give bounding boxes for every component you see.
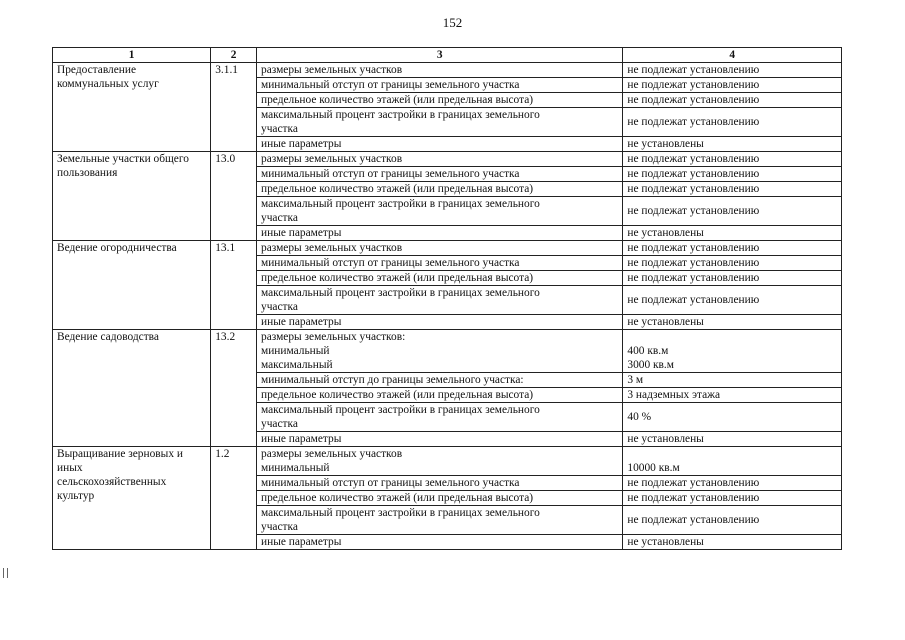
land-use-code-cell: 3.1.1 bbox=[211, 63, 257, 152]
value-cell bbox=[623, 506, 842, 535]
parameter-cell bbox=[257, 93, 623, 108]
value-cell bbox=[623, 432, 842, 447]
parameter-text: иные параметры bbox=[261, 316, 342, 328]
parameter-text: иные параметры bbox=[261, 227, 342, 239]
value-text: не подлежат установлению bbox=[627, 272, 760, 284]
parameter-cell bbox=[257, 373, 623, 388]
margin-mark bbox=[3, 568, 8, 578]
parameter-cell bbox=[257, 403, 623, 432]
value-text: не установлены bbox=[627, 138, 704, 150]
column-header-4: 4 bbox=[623, 48, 842, 63]
parameter-text: минимальный отступ от границы земельного участка bbox=[261, 477, 520, 489]
parameter-text: максимальный процент застройки в границах земельного bbox=[261, 507, 540, 519]
value-text: не установлены bbox=[627, 227, 704, 239]
value-cell bbox=[623, 241, 842, 256]
land-use-name-line: культур bbox=[57, 490, 95, 502]
table-header-row bbox=[53, 48, 842, 63]
parameter-cell bbox=[257, 78, 623, 93]
value-text: не подлежат установлению bbox=[627, 116, 760, 128]
value-text: не подлежат установлению bbox=[627, 514, 760, 526]
land-use-name: Ведение огородничества bbox=[57, 242, 177, 254]
value-cell bbox=[623, 491, 842, 506]
parameter-text: размеры земельных участков bbox=[261, 242, 403, 254]
value-text: не установлены bbox=[627, 316, 704, 328]
parameter-cell bbox=[257, 315, 623, 330]
parameter-text: минимальный отступ от границы земельного участка bbox=[261, 168, 520, 180]
value-text: 3 м bbox=[627, 374, 644, 386]
parameter-cell bbox=[257, 256, 623, 271]
parameter-cell bbox=[257, 330, 623, 373]
value-cell bbox=[623, 388, 842, 403]
column-header-3: 3 bbox=[257, 48, 623, 63]
page-number: 152 bbox=[442, 15, 463, 30]
value-text: не подлежат установлению bbox=[627, 242, 760, 254]
value-text: 400 кв.м bbox=[627, 345, 669, 357]
parameter-cell bbox=[257, 286, 623, 315]
parameter-text: размеры земельных участков bbox=[261, 153, 403, 165]
parameter-text: максимальный процент застройки в границах земельного bbox=[261, 109, 540, 121]
parameter-text: максимальный процент застройки в границах земельного bbox=[261, 404, 540, 416]
parameter-cell bbox=[257, 506, 623, 535]
value-text: 3 надземных этажа bbox=[627, 389, 721, 401]
parameter-cell bbox=[257, 108, 623, 137]
parameter-text: участка bbox=[261, 123, 298, 135]
land-use-name: Земельные участки общего пользования bbox=[57, 153, 189, 179]
land-use-name: Предоставление коммунальных услуг bbox=[57, 64, 159, 90]
land-use-parameters-table bbox=[52, 47, 842, 550]
land-use-name-cell bbox=[53, 63, 211, 152]
value-cell bbox=[623, 137, 842, 152]
table-row bbox=[53, 330, 842, 373]
parameter-cell bbox=[257, 535, 623, 550]
value-cell bbox=[623, 152, 842, 167]
parameter-cell bbox=[257, 241, 623, 256]
value-cell bbox=[623, 78, 842, 93]
parameter-cell bbox=[257, 137, 623, 152]
land-use-name: Ведение садоводства bbox=[57, 331, 159, 343]
parameter-cell bbox=[257, 432, 623, 447]
value-text: не подлежат установлению bbox=[627, 492, 760, 504]
value-cell bbox=[623, 476, 842, 491]
parameter-text: иные параметры bbox=[261, 433, 342, 445]
value-cell bbox=[623, 167, 842, 182]
parameter-text: минимальный отступ от границы земельного участка bbox=[261, 79, 520, 91]
table-row bbox=[53, 241, 842, 256]
parameter-text: размеры земельных участков: bbox=[261, 331, 406, 343]
value-text: не подлежат установлению bbox=[627, 477, 760, 489]
land-use-name-cell bbox=[53, 330, 211, 447]
parameter-cell bbox=[257, 476, 623, 491]
value-text: не установлены bbox=[627, 536, 704, 548]
parameter-text: максимальный процент застройки в границах земельного bbox=[261, 287, 540, 299]
parameter-text: предельное количество этажей (или предельная высота) bbox=[261, 389, 534, 401]
land-use-name-cell bbox=[53, 152, 211, 241]
value-text: не подлежат установлению bbox=[627, 94, 760, 106]
value-cell bbox=[623, 315, 842, 330]
parameter-cell bbox=[257, 271, 623, 286]
value-cell bbox=[623, 108, 842, 137]
value-cell bbox=[623, 271, 842, 286]
parameter-text: предельное количество этажей (или предельная высота) bbox=[261, 272, 534, 284]
value-text: не подлежат установлению bbox=[627, 168, 760, 180]
parameter-text: размеры земельных участков bbox=[261, 448, 403, 460]
value-cell bbox=[623, 93, 842, 108]
parameter-cell bbox=[257, 226, 623, 241]
land-use-name-line: иных bbox=[57, 462, 83, 474]
parameter-text: минимальный bbox=[261, 462, 330, 474]
value-cell bbox=[623, 256, 842, 271]
value-spacer bbox=[627, 447, 837, 461]
table-row bbox=[53, 447, 842, 476]
land-use-code-cell: 1.2 bbox=[211, 447, 257, 550]
land-use-name-cell bbox=[53, 241, 211, 330]
value-cell bbox=[623, 182, 842, 197]
value-text: не подлежат установлению bbox=[627, 294, 760, 306]
value-text: 40 % bbox=[627, 411, 652, 423]
land-use-code-cell: 13.2 bbox=[211, 330, 257, 447]
column-header-2: 2 bbox=[211, 48, 257, 63]
table-row bbox=[53, 63, 842, 78]
parameter-text: предельное количество этажей (или предельная высота) bbox=[261, 94, 534, 106]
parameter-text: иные параметры bbox=[261, 536, 342, 548]
parameter-cell bbox=[257, 152, 623, 167]
land-use-code-cell: 13.0 bbox=[211, 152, 257, 241]
parameter-cell bbox=[257, 388, 623, 403]
parameter-text: минимальный отступ до границы земельного участка: bbox=[261, 374, 524, 386]
value-cell bbox=[623, 403, 842, 432]
parameter-cell bbox=[257, 167, 623, 182]
parameter-text: максимальный bbox=[261, 359, 333, 371]
land-use-name-line: сельскохозяйственных bbox=[57, 476, 167, 488]
value-text: 3000 кв.м bbox=[627, 359, 674, 371]
parameter-cell bbox=[257, 182, 623, 197]
parameter-text: минимальный отступ от границы земельного участка bbox=[261, 257, 520, 269]
value-cell bbox=[623, 63, 842, 78]
parameter-text: предельное количество этажей (или предельная высота) bbox=[261, 492, 534, 504]
parameter-text: минимальный bbox=[261, 345, 330, 357]
value-cell bbox=[623, 286, 842, 315]
value-cell bbox=[623, 226, 842, 241]
parameter-text: размеры земельных участков bbox=[261, 64, 403, 76]
value-cell bbox=[623, 535, 842, 550]
land-use-name-line: Выращивание зерновых и bbox=[57, 448, 183, 460]
parameter-text: участка bbox=[261, 418, 298, 430]
value-text: не подлежат установлению bbox=[627, 64, 760, 76]
value-text: не подлежат установлению bbox=[627, 153, 760, 165]
column-header-1: 1 bbox=[53, 48, 211, 63]
table-row bbox=[53, 152, 842, 167]
value-text: не подлежат установлению bbox=[627, 79, 760, 91]
parameter-text: иные параметры bbox=[261, 138, 342, 150]
value-text: не установлены bbox=[627, 433, 704, 445]
value-spacer bbox=[627, 330, 837, 344]
land-use-code-cell: 13.1 bbox=[211, 241, 257, 330]
parameter-cell bbox=[257, 63, 623, 78]
value-text: 10000 кв.м bbox=[627, 462, 680, 474]
parameter-cell bbox=[257, 447, 623, 476]
parameter-text: предельное количество этажей (или предельная высота) bbox=[261, 183, 534, 195]
value-text: не подлежат установлению bbox=[627, 205, 760, 217]
value-cell bbox=[623, 373, 842, 388]
value-cell bbox=[623, 447, 842, 476]
parameter-cell bbox=[257, 197, 623, 226]
table-body bbox=[53, 63, 842, 550]
parameter-text: участка bbox=[261, 521, 298, 533]
parameter-cell bbox=[257, 491, 623, 506]
value-cell bbox=[623, 197, 842, 226]
value-text: не подлежат установлению bbox=[627, 257, 760, 269]
parameter-text: участка bbox=[261, 212, 298, 224]
land-use-name-cell bbox=[53, 447, 211, 550]
value-cell bbox=[623, 330, 842, 373]
parameter-text: участка bbox=[261, 301, 298, 313]
value-text: не подлежат установлению bbox=[627, 183, 760, 195]
parameter-text: максимальный процент застройки в границах земельного bbox=[261, 198, 540, 210]
